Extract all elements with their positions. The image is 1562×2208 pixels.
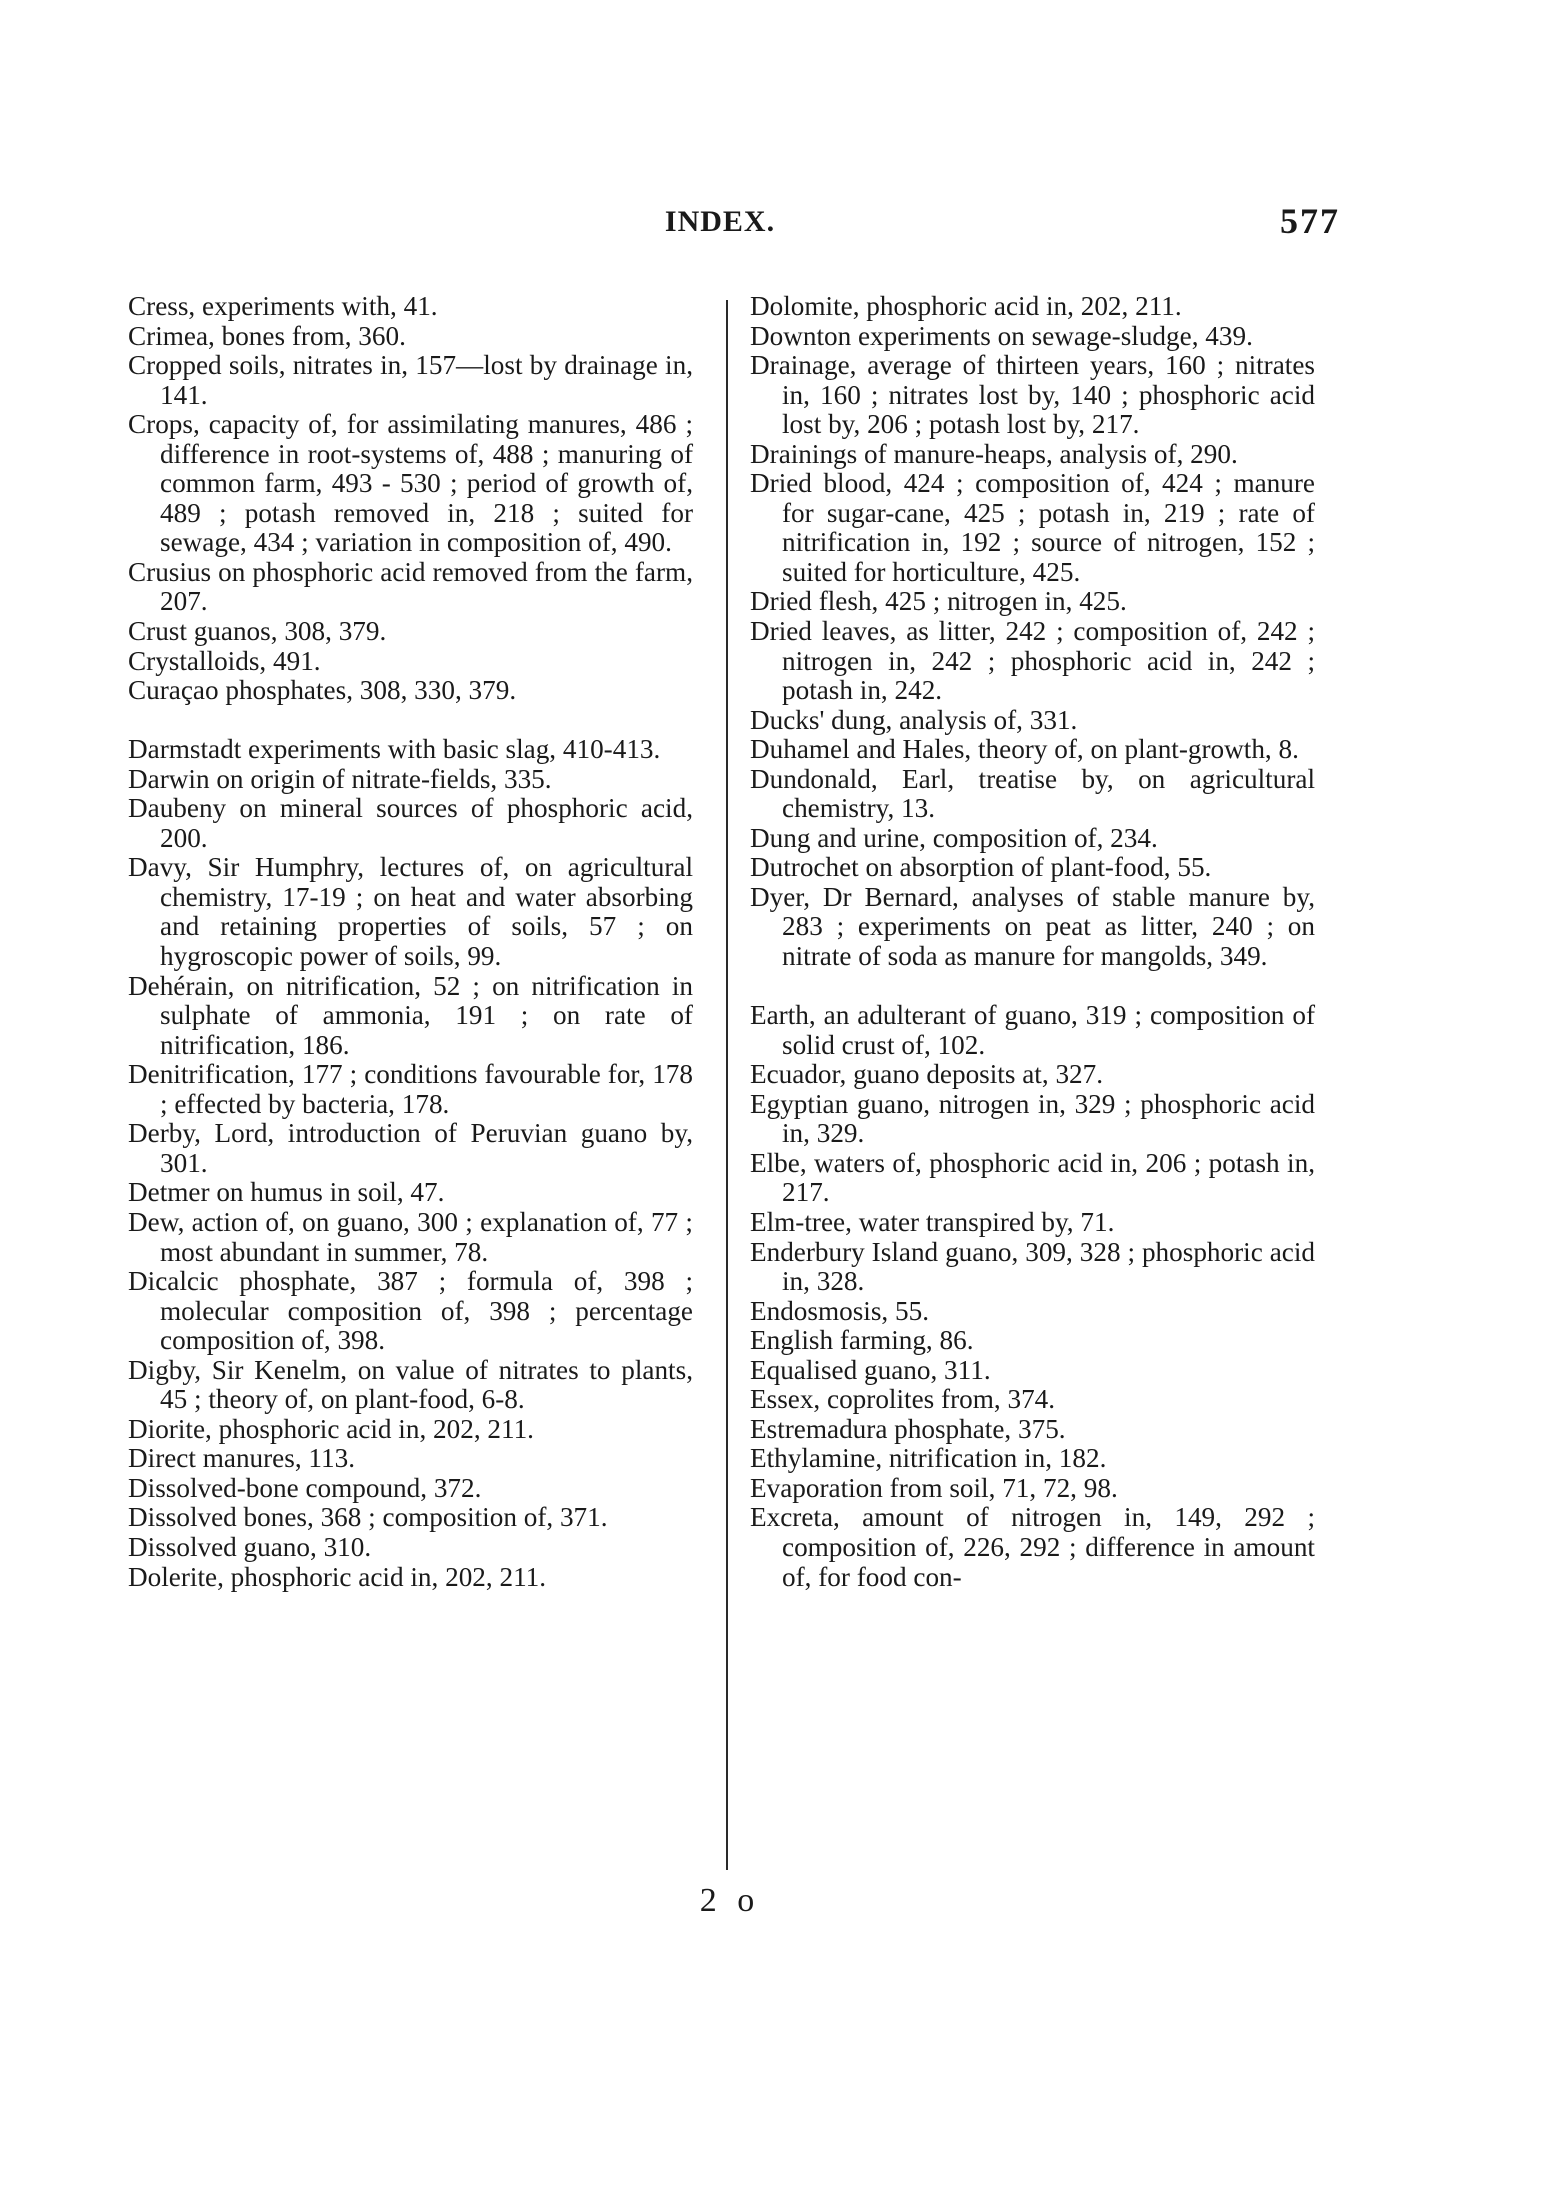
index-entry: Cropped soils, nitrates in, 157—lost by drainage in, 141. [128,350,693,410]
index-entry: Downton experiments on sewage-sludge, 439. [750,320,1253,351]
index-entry: Digby, Sir Kenelm, on value of nitrates to plants, 45 ; theory of, on plant-food, 6-8. [128,1354,693,1415]
index-entry: Crust guanos, 308, 379. [128,616,387,647]
running-head-title: INDEX. [664,205,776,238]
index-entry: Earth, an adulterant of guano, 319 ; composition of solid crust of, 102. [750,1000,1315,1060]
index-entry: Dissolved guano, 310. [128,1531,372,1562]
index-entry: Drainings of manure-heaps, analysis of, 290. [750,438,1238,469]
index-entry: Excreta, amount of nitrogen in, 149, 292 ; composition of, 226, 292 ; difference in amount of, for food con- [750,1502,1315,1592]
index-entry: Diorite, phosphoric acid in, 202, 211. [128,1413,534,1444]
index-entry: Estremadura phosphate, 375. [750,1413,1066,1444]
index-entry: Dried flesh, 425 ; nitrogen in, 425. [750,586,1127,617]
index-entry: Elm-tree, water transpired by, 71. [750,1206,1115,1237]
index-entry: Davy, Sir Humphry, lectures of, on agricultural chemistry, 17-19 ; on heat and water absorbing and retaining properties of soils, 57 ; on hygroscopic power of soils, 99. [128,852,693,972]
index-entry: Crusius on phosphoric acid removed from the farm, 207. [128,556,693,617]
index-entry: Denitrification, 177 ; conditions favourable for, 178 ; effected by bacteria, 178. [128,1059,693,1119]
index-entry: Daubeny on mineral sources of phosphoric acid, 200. [128,793,693,853]
index-entry: Dried blood, 424 ; composition of, 424 ; manure for sugar-cane, 425 ; potash in, 219 ; rate of nitrification in, 192 ; source of nitrogen, 152 ; suited for horticulture, 425. [750,468,1315,587]
signature-mark: 2 o [699,1882,761,1919]
index-column-right [750,292,1315,1592]
index-entry: Crimea, bones from, 360. [128,320,406,351]
index-entry: Cress, experiments with, 41. [128,291,438,321]
index-entry: Endosmosis, 55. [750,1295,930,1326]
index-entry: Curaçao phosphates, 308, 330, 379. [128,675,517,706]
index-entry: Crops, capacity of, for assimilating manures, 486 ; difference in root-systems of, 488 ; manuring of common farm, 493 - 530 ; period of growth of, 489 ; potash removed in, 218 ; suited for sewage, 434 ; variation in composition of, 490. [128,409,693,558]
index-entry: Dolomite, phosphoric acid in, 202, 211. [750,291,1182,321]
index-entry: Dyer, Dr Bernard, analyses of stable manure by, 283 ; experiments on peat as litter, 240 ; on nitrate of soda as manure for mangolds, 349. [750,881,1315,972]
index-entry: Darwin on origin of nitrate-fields, 335. [128,763,552,794]
index-entry: Dolerite, phosphoric acid in, 202, 211. [128,1561,547,1592]
index-entry: Derby, Lord, introduction of Peruvian guano by, 301. [128,1118,693,1178]
index-entry: Duhamel and Hales, theory of, on plant-growth, 8. [750,734,1299,765]
index-entry: Ducks' dung, analysis of, 331. [750,704,1078,735]
index-entry: Direct manures, 113. [128,1443,355,1474]
index-entry: Dehérain, on nitrification, 52 ; on nitrification in sulphate of ammonia, 191 ; on rate of nitrification, 186. [128,970,693,1060]
index-entry: Egyptian guano, nitrogen in, 329 ; phosphoric acid in, 329. [750,1088,1315,1149]
index-entry: Ethylamine, nitrification in, 182. [750,1443,1107,1474]
index-entry: Dissolved-bone compound, 372. [128,1472,482,1503]
index-entry: Dutrochet on absorption of plant-food, 55. [750,852,1212,883]
index-entry: Darmstadt experiments with basic slag, 410-413. [128,734,661,765]
index-entry: Dried leaves, as litter, 242 ; composition of, 242 ; nitrogen in, 242 ; phosphoric acid in, 242 ; potash in, 242. [750,616,1315,706]
index-entry: Dung and urine, composition of, 234. [750,822,1158,853]
index-entry: Crystalloids, 491. [128,645,321,676]
index-column-left [128,292,693,1592]
index-entry: Dicalcic phosphate, 387 ; formula of, 398 ; molecular composition of, 398 ; percentage composition of, 398. [128,1266,693,1356]
column-divider [726,300,728,1870]
index-entry: Ecuador, guano deposits at, 327. [750,1059,1104,1090]
index-entry: Elbe, waters of, phosphoric acid in, 206 ; potash in, 217. [750,1147,1315,1208]
index-entry: Essex, coprolites from, 374. [750,1384,1056,1415]
index-entry: Drainage, average of thirteen years, 160 ; nitrates in, 160 ; nitrates lost by, 140 ; phosphoric acid lost by, 206 ; potash lost by, 217. [750,350,1315,440]
index-entry: Dew, action of, on guano, 300 ; explanation of, 77 ; most abundant in summer, 78. [128,1206,693,1267]
index-entry: Enderbury Island guano, 309, 328 ; phosphoric acid in, 328. [750,1236,1315,1297]
index-entry: Dissolved bones, 368 ; composition of, 371. [128,1502,608,1533]
index-entry: Dundonald, Earl, treatise by, on agricultural chemistry, 13. [750,763,1315,824]
index-entry: Evaporation from soil, 71, 72, 98. [750,1472,1118,1503]
page-number: 577 [1280,201,1340,241]
index-entry: Equalised guano, 311. [750,1354,991,1385]
index-entry: Detmer on humus in soil, 47. [128,1177,445,1208]
index-entry: English farming, 86. [750,1325,974,1356]
